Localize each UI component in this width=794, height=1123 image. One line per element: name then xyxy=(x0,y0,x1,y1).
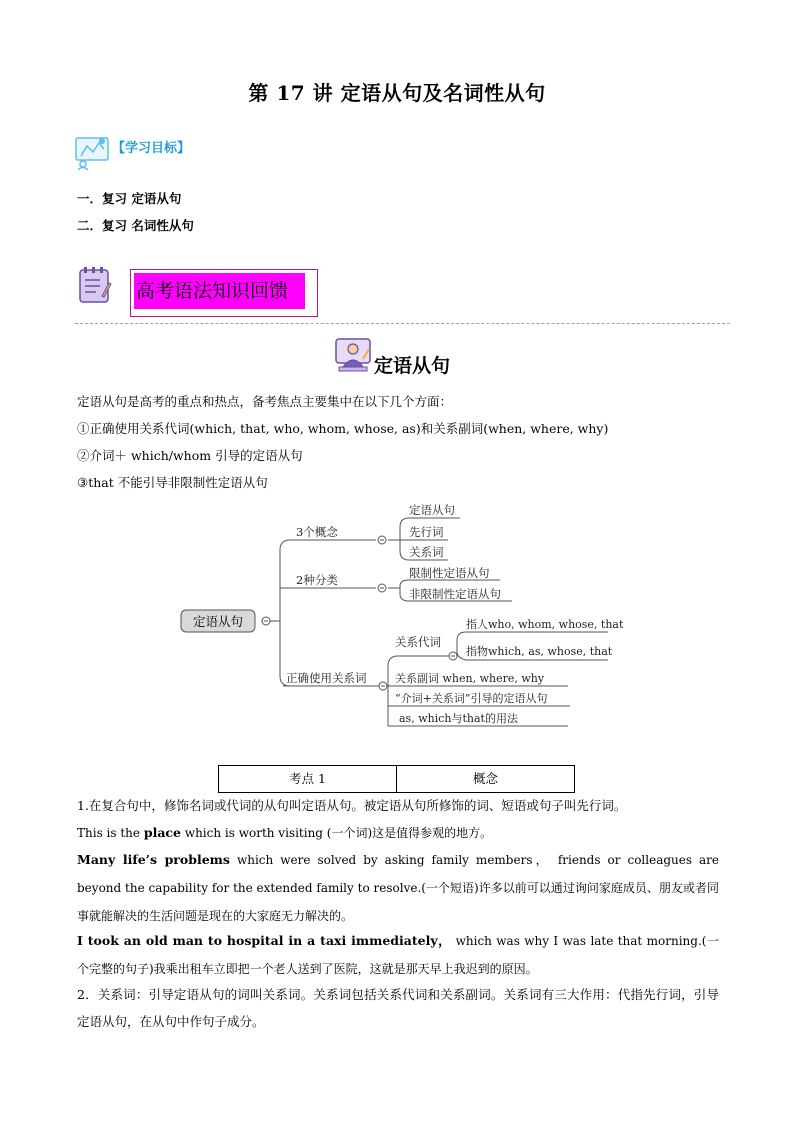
paragraph: 2．关系词：引导定语从句的词叫关系词。关系词包括关系代词和关系副词。关系词有三大作用：代指先行词，引导定语从句，在从句中作句子成分。 xyxy=(77,987,719,1029)
paragraph: 1.在复合句中，修饰名词或代词的从句叫定语从句。被定语从句所修饰的词、短语或句子叫先行词。 xyxy=(77,798,627,813)
key-point-table xyxy=(218,765,575,793)
mindmap-leaf: 非限制性定语从句 xyxy=(409,587,501,601)
page-title: 第 17 讲 定语从句及名词性从句 xyxy=(248,81,546,105)
intro-lead: 定语从句是高考的重点和热点，备考焦点主要集中在以下几个方面： xyxy=(77,394,453,409)
study-goal-label: 【学习目标】 xyxy=(112,141,191,156)
intro-point: ②介词＋ which/whom 引导的定语从句 xyxy=(77,448,303,463)
example-sentence: Many life’s problems which were solved by asking family members， friends or colleagues are beyond the capability for the extended family to resolve.(一个短语)许多以前可以通过询问家庭成员、朋友或者同事就能解决的生活问题是现在的大家庭无力解决的。 xyxy=(77,852,720,923)
mindmap-leaf: 关系副词 when, where, why xyxy=(395,672,545,685)
mindmap-leaf: 关系词 xyxy=(409,545,444,559)
intro-point: ①正确使用关系代词(which, that, who, whom, whose, as)和关系副词(when, where, why) xyxy=(77,421,609,436)
mindmap-leaf: 指人who, whom, whose, that xyxy=(466,618,624,631)
mindmap-leaf: 先行词 xyxy=(409,525,444,539)
goal-item: 二．复习 名词性从句 xyxy=(77,218,194,233)
table-cell: 概念 xyxy=(396,766,574,792)
mindmap-sub-branch: 关系代词 xyxy=(395,635,441,649)
goal-item: 一．复习 定语从句 xyxy=(77,191,182,206)
example-sentence: I took an old man to hospital in a taxi immediately， which was why I was late that morning.(一个完整的句子)我乘出租车立即把一个老人送到了医院，这就是那天早上我迟到的原因。 xyxy=(77,933,719,976)
mindmap-branch: 2种分类 xyxy=(296,573,338,587)
mindmap-leaf: 指物which, as, whose, that xyxy=(466,645,613,658)
table-cell: 考点 1 xyxy=(289,771,326,786)
mindmap-root: 定语从句 xyxy=(192,614,244,629)
mindmap-leaf: 限制性定语从句 xyxy=(409,566,490,580)
mindmap-leaf: “介词+关系词”引导的定语从句 xyxy=(395,692,548,705)
mindmap-branch: 3个概念 xyxy=(296,525,338,539)
banner-text: 高考语法知识回馈 xyxy=(134,273,305,309)
example-sentence: This is the place which is worth visiting (一个词)这是值得参观的地方。 xyxy=(77,825,493,840)
mindmap-leaf: as, which与that的用法 xyxy=(399,712,518,725)
intro-point: ③that 不能引导非限制性定语从句 xyxy=(77,475,268,490)
section-title: 定语从句 xyxy=(374,355,451,377)
mindmap-leaf: 定语从句 xyxy=(409,503,455,517)
mindmap-branch: 正确使用关系词 xyxy=(286,671,367,685)
